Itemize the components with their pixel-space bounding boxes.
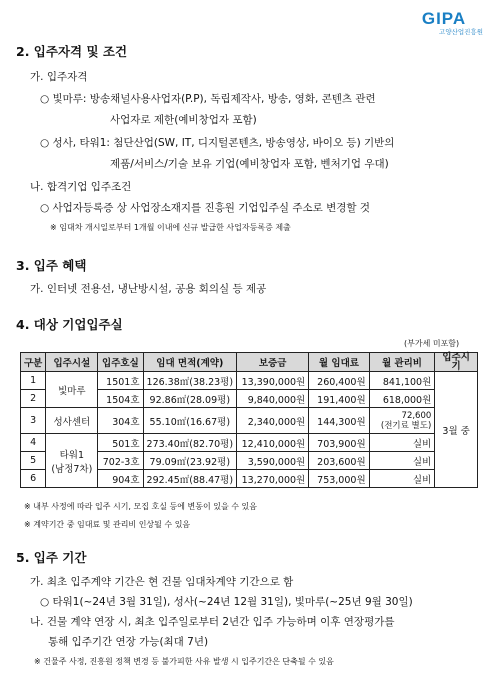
vat-note: (부가세 미포함): [404, 339, 460, 348]
header-deposit: 보증금: [237, 353, 309, 372]
row-area: 55.10㎡(16.67평): [143, 408, 237, 434]
row-fee: 실비: [369, 470, 435, 488]
section-2-title: 2. 입주자격 및 조건: [16, 44, 128, 59]
s4-note2: ※ 계약기간 중 임대료 및 관리비 인상될 수 있음: [24, 520, 191, 529]
s2-b-note: ※ 임대차 개시일로부터 1개월 이내에 신규 발급한 사업자등록증 제출: [50, 223, 291, 232]
s2-b1: ○ 사업자등록증 상 사업장소재지를 진흥원 기업입주실 주소로 변경할 것: [40, 202, 371, 214]
table-row: [21, 372, 478, 390]
row-rent: 703,900원: [309, 434, 369, 452]
header-room: 입주호실: [98, 353, 143, 372]
section-5-title: 5. 입주 기간: [16, 550, 87, 565]
row-rent: 260,400원: [309, 372, 369, 390]
facility-tower1-sub: (남정7차): [51, 463, 93, 475]
facility-tower1-name: 타워1: [59, 449, 85, 461]
row-fee: [369, 408, 435, 434]
row-no: 4: [21, 434, 46, 452]
row-area: 92.86㎡(28.09평): [143, 390, 237, 408]
s2-a-title: 가. 입주자격: [30, 71, 88, 83]
row-area: 273.40㎡(82.70평): [143, 434, 237, 452]
move-in-timing: 3월 중: [435, 372, 478, 488]
table-header-row: [21, 353, 478, 372]
s5-a1: ○ 타워1(~24년 3월 31일), 성사(~24년 12월 31일), 빛마루(~25년 9월 30일): [40, 596, 413, 608]
table-row: [21, 408, 478, 434]
row-fee: 841,100원: [369, 372, 435, 390]
header-category: 구분: [21, 353, 46, 372]
row-fee: 실비: [369, 452, 435, 470]
row-room: 702-3호: [98, 452, 143, 470]
section-4-title: 4. 대상 기업입주실: [16, 317, 123, 332]
logo-org-name: 고양산업진흥원: [439, 28, 483, 36]
row-deposit: 3,590,000원: [237, 452, 309, 470]
row-rent: 203,600원: [309, 452, 369, 470]
row-room: 304호: [98, 408, 143, 434]
row-room: 904호: [98, 470, 143, 488]
s2-a2-line2: 제품/서비스/기술 보유 기업(예비창업자 포함, 벤처기업 우대): [110, 158, 389, 170]
row-deposit: 9,840,000원: [237, 390, 309, 408]
row-rent: 753,000원: [309, 470, 369, 488]
row-area: 292.45㎡(88.47평): [143, 470, 237, 488]
header-facility: 입주시설: [46, 353, 98, 372]
s5-b-line2: 통해 입주기간 연장 가능(최대 7년): [48, 636, 209, 648]
row-rent: 191,400원: [309, 390, 369, 408]
row-rent: 144,300원: [309, 408, 369, 434]
s2-a2-line1: ○ 성사, 타워1: 첨단산업(SW, IT, 디지털콘텐츠, 방송영상, 바이오 등) 기반의: [40, 137, 395, 149]
row-room: 1504호: [98, 390, 143, 408]
logo-mark: GIPA: [421, 9, 467, 28]
row-no: 3: [21, 408, 46, 434]
row-fee-note: (전기료 별도): [380, 420, 432, 431]
facility-tower1: [46, 434, 98, 488]
facility-seongsa: 성사센터: [46, 408, 98, 434]
table-row: [21, 434, 478, 452]
s5-b-line1: 나. 건물 계약 연장 시, 최초 입주일로부터 2년간 입주 가능하며 이후 연장평가를: [30, 616, 395, 628]
row-room: 1501호: [98, 372, 143, 390]
row-fee: 실비: [369, 434, 435, 452]
row-area: 126.38㎡(38.23평): [143, 372, 237, 390]
s2-a1-line1: ○ 빛마루: 방송채널사용사업자(P.P), 독립제작사, 방송, 영화, 콘텐츠 관련: [40, 93, 376, 105]
s5-a: 가. 최초 입주계약 기간은 현 건물 임대차계약 기간으로 함: [30, 576, 294, 588]
s3-a: 가. 인터넷 전용선, 냉난방시설, 공용 회의실 등 제공: [30, 283, 267, 295]
s4-note1: ※ 내부 사정에 따라 입주 시기, 모집 호실 등에 변동이 있을 수 있음: [24, 502, 257, 511]
row-no: 6: [21, 470, 46, 488]
row-no: 2: [21, 390, 46, 408]
facility-bitmaru: 빛마루: [46, 372, 98, 408]
section-3-title: 3. 입주 혜택: [16, 258, 87, 273]
header-rent: 월 임대료: [309, 353, 369, 372]
row-deposit: 13,270,000원: [237, 470, 309, 488]
header-fee: 월 관리비: [369, 353, 435, 372]
s5-note: ※ 건물주 사정, 진흥원 정책 변경 등 불가피한 사유 발생 시 입주기간은 단축될 수 있음: [34, 657, 334, 666]
row-deposit: 2,340,000원: [237, 408, 309, 434]
row-fee: 618,000원: [369, 390, 435, 408]
row-deposit: 13,390,000원: [237, 372, 309, 390]
header-timing: 입주시기: [435, 353, 478, 372]
header-area: 임대 면적(계약): [143, 353, 237, 372]
units-table: [20, 352, 478, 488]
row-no: 5: [21, 452, 46, 470]
row-area: 79.09㎡(23.92평): [143, 452, 237, 470]
row-deposit: 12,410,000원: [237, 434, 309, 452]
s2-a1-line2: 사업자로 제한(예비창업자 포함): [110, 114, 257, 126]
row-room: 501호: [98, 434, 143, 452]
gipa-logo: [405, 10, 483, 40]
row-fee-amount: 72,600: [401, 410, 432, 421]
s2-b-title: 나. 합격기업 입주조건: [30, 181, 132, 193]
row-no: 1: [21, 372, 46, 390]
